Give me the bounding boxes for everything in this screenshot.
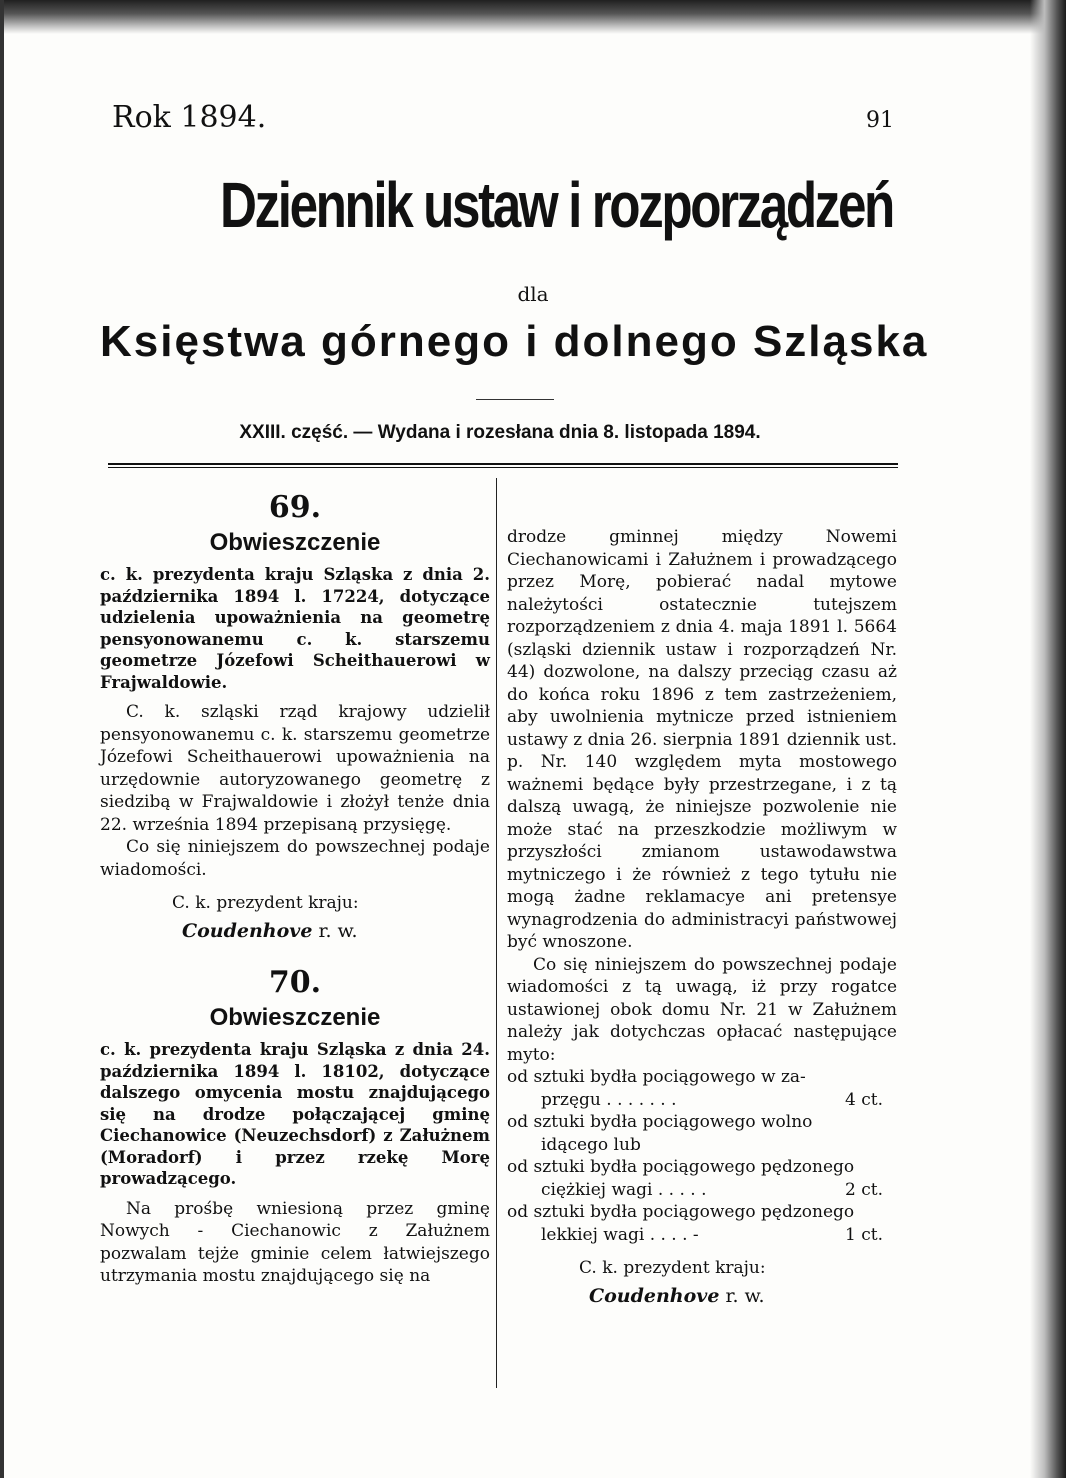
tariff-item-label: idącego lub bbox=[541, 1134, 641, 1155]
tariff-item-weight bbox=[541, 1224, 699, 1247]
tariff-item-leader: . . . . . . . bbox=[606, 1089, 677, 1110]
header-rule bbox=[108, 463, 898, 465]
journal-title: Dziennik ustaw i rozporządzeń bbox=[220, 169, 893, 241]
notice-70-signature-suffix: r. w. bbox=[725, 1285, 765, 1307]
notice-70-caption: c. k. prezydenta kraju Szląska z dnia 24. października 1894 l. 18102, dotyczące dalszego omycenia mostu znajdującego się na drodze połączającej gminę Ciechanowice (Neuzechsdorf) z Załużnem (Moradorf) i przez rzekę Morę prowadzącego. bbox=[100, 1040, 490, 1188]
tariff-item-leader: . . . . - bbox=[649, 1224, 699, 1245]
notice-69-signature-suffix: r. w. bbox=[318, 920, 358, 942]
notice-70-heading: Obwieszczenie bbox=[209, 1004, 381, 1031]
notice-70-signature bbox=[507, 1282, 897, 1310]
for-word: dla bbox=[517, 282, 549, 306]
page-number: 91 bbox=[866, 108, 894, 133]
column-divider bbox=[496, 478, 497, 1388]
tariff-item-continuation bbox=[507, 1089, 897, 1112]
tariff-item-continuation bbox=[507, 1224, 897, 1247]
notice-69-signature bbox=[100, 917, 490, 945]
notice-69-number: 69. bbox=[268, 490, 322, 525]
tariff-item-label: ciężkiej wagi bbox=[541, 1179, 653, 1200]
tariff-item-price: 2 ct. bbox=[845, 1179, 883, 1200]
issue-line: XXIII. część. — Wydana i rozesłana dnia 8. listopada 1894. bbox=[239, 422, 761, 443]
notice-69-body: C. k. szląski rząd krajowy udzielił pensyonowanemu c. k. starszemu geometrze Józefowi Scheithauerowi upoważnienia na urzędownie autoryzowanego geometrę z siedzibą w Frajwaldowie i złożył tenże dnia 22. września 1894 przepisaną przysięgę. bbox=[100, 702, 490, 835]
toll-tariff bbox=[507, 1066, 897, 1246]
short-divider bbox=[476, 399, 554, 400]
tariff-item: od sztuki bydła pociągowego w za- bbox=[507, 1067, 806, 1087]
tariff-item-label: lekkiej wagi bbox=[541, 1224, 645, 1245]
tariff-item: od sztuki bydła pociągowego pędzonego bbox=[507, 1157, 855, 1177]
tariff-item: od sztuki bydła pociągowego wolno bbox=[507, 1112, 813, 1132]
scan-edge-left bbox=[0, 0, 4, 1478]
tariff-item-label: przęgu bbox=[541, 1089, 601, 1110]
tariff-item-continuation bbox=[507, 1179, 897, 1202]
scan-edge-top bbox=[0, 0, 1066, 34]
tariff-item: od sztuki bydła pociągowego pędzonego bbox=[507, 1202, 855, 1222]
year-label: Rok 1894. bbox=[112, 100, 267, 135]
tariff-item-continuation bbox=[507, 1134, 897, 1157]
notice-70-body-start: Na prośbę wniesioną przez gminę Nowych - Ciechanowic z Załużnem pozwalam tejże gminie celem łatwiejszego utrzymania mostu znajdującego się na bbox=[100, 1198, 490, 1286]
tariff-item-weight bbox=[541, 1179, 707, 1202]
notice-70-body-cont: drodze gminnej między Nowemi Ciechanowicami i Załużnem i prowadzącego przez Morę, pobierać nadal mytowe należytości ostatecznie tutejszem rozporządzeniem z dnia 4. maja 1891 l. 5664 (szląski dziennik ustaw i rozporządzeń Nr. 44) dozwolone, na dalszy przeciąg czasu aż do końca roku 1896 z tem zastrzeżeniem, aby uwolnienia mytnicze przed istnieniem ustawy z dnia 26. sierpnia 1891 dziennik ust. p. Nr. 140 względem myta mostowego ważnemi będące były przestrzegane, i z tą dalszą uwagą, że niniejsze pozwolenie nie może stać na przeszkodzie możliwym w przyszłości zmianom ustawodawstwa mytniczego i że również z tego tytułu nie mogą żadne reklamacye ani pretensye wynagrodzenia do administracyi państwowej być wnoszone. bbox=[507, 527, 897, 952]
tariff-item-leader: . . . . . bbox=[657, 1179, 707, 1200]
tariff-item-price: 1 ct. bbox=[845, 1224, 883, 1245]
notice-70-number: 70. bbox=[268, 965, 322, 1000]
scan-edge-right bbox=[1030, 0, 1066, 1478]
notice-70-closing: Co się niniejszem do powszechnej podaje wiadomości z tą uwagą, iż przy rogatce ustawionej obok domu Nr. 21 w Załużnem należy jak dotychczas opłacać następujące myto: bbox=[507, 954, 897, 1065]
notice-70-signature-title: C. k. prezydent kraju: bbox=[579, 1258, 766, 1278]
right-column bbox=[507, 526, 897, 1310]
notice-70-signer: Coudenhove bbox=[589, 1285, 720, 1307]
header-rule-thin bbox=[108, 467, 898, 468]
notice-69-signer: Coudenhove bbox=[182, 920, 313, 942]
tariff-item-weight bbox=[541, 1134, 641, 1157]
journal-subtitle: Księstwa górnego i dolnego Szląska bbox=[100, 317, 929, 366]
left-column bbox=[100, 490, 490, 1288]
notice-69-closing: Co się niniejszem do powszechnej podaje wiadomości. bbox=[100, 837, 490, 880]
tariff-item-price: 4 ct. bbox=[845, 1089, 883, 1110]
tariff-item-weight bbox=[541, 1089, 677, 1112]
notice-69-signature-title: C. k. prezydent kraju: bbox=[172, 893, 359, 913]
notice-69-heading: Obwieszczenie bbox=[209, 529, 381, 556]
notice-69-caption: c. k. prezydenta kraju Szląska z dnia 2. października 1894 l. 17224, dotyczące udzielenia upoważnienia na geometrę pensyonowanemu c. k. starszemu geometrze Józefowi Scheithauerowi w Frajwaldowie. bbox=[100, 565, 490, 692]
